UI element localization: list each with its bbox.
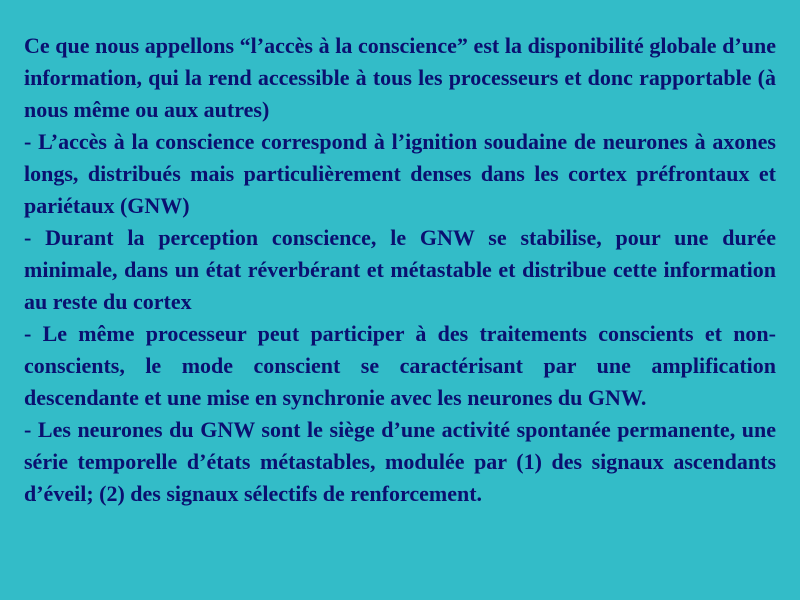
paragraph-perception: - Durant la perception conscience, le GNW se stabilise, pour une durée minimale, dans un état réverbérant et métastable et distribue cette information au reste du cortex	[24, 225, 776, 314]
paragraph-spontaneous-activity: - Les neurones du GNW sont le siège d’une activité spontanée permanente, une série temporelle d’états métastables, modulée par (1) des signaux ascendants d’éveil; (2) des signaux sélectifs de renforcement.	[24, 417, 776, 506]
paragraph-ignition: - L’accès à la conscience correspond à l’ignition soudaine de neurones à axones longs, distribués mais particulièrement denses dans les cortex préfrontaux et pariétaux (GNW)	[24, 129, 776, 218]
paragraph-intro: Ce que nous appellons “l’accès à la conscience” est la disponibilité globale d’une information, qui la rend accessible à tous les processeurs et donc rapportable (à nous même ou aux autres)	[24, 33, 776, 122]
paragraph-processor: - Le même processeur peut participer à des traitements conscients et non-conscients, le mode conscient se caractérisant par une amplification descendante et une mise en synchronie avec les neurones du GNW.	[24, 321, 776, 410]
